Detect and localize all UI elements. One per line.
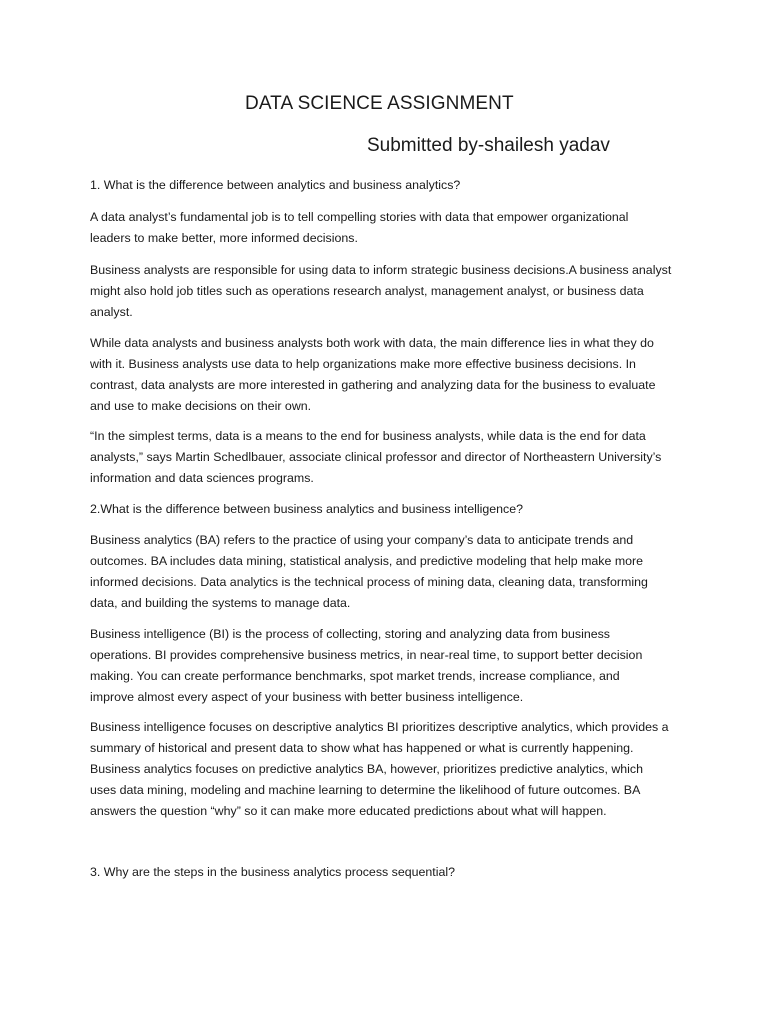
- paragraph-analyst-job: A data analyst’s fundamental job is to tell compelling stories with data that empower organizational leaders to make better, more informed decisions.: [90, 210, 629, 245]
- paragraph-main-difference: While data analysts and business analysts both work with data, the main difference lies in what they do with it. Business analysts use data to help organizations make more effective business decisions. In contrast, data analysts are more interested in gathering and analyzing data for the business to evaluate and use to make decisions on their own.: [90, 336, 656, 413]
- paragraph-bi-vs-ba: Business intelligence focuses on descriptive analytics BI prioritizes descriptive analytics, which provides a summary of historical and present data to show what has happened or what is currently happening. Business analytics focuses on predictive analytics BA, however, prioritizes predictive analytics, which uses data mining, modeling and machine learning to determine the likelihood of future outcomes. BA answers the question “why” so it can make more educated predictions about what will happen.: [90, 720, 669, 818]
- question-2: 2.What is the difference between business analytics and business intelligence?: [90, 502, 524, 516]
- paragraph-business-analytics: Business analytics (BA) refers to the practice of using your company’s data to anticipate trends and outcomes. BA includes data mining, statistical analysis, and predictive modeling that help make more informed decisions. Data analytics is the technical process of mining data, cleaning data, transforming data, and building the systems to manage data.: [90, 533, 648, 610]
- paragraph-business-analysts: Business analysts are responsible for using data to inform strategic business decisions.A business analyst might also hold job titles such as operations research analyst, management analyst, or business data analyst.: [90, 263, 672, 319]
- document-title: DATA SCIENCE ASSIGNMENT: [245, 93, 514, 114]
- paragraph-quote: “In the simplest terms, data is a means to the end for business analysts, while data is the end for data analysts,” says Martin Schedlbauer, associate clinical professor and director of Northeastern University’s information and data sciences programs.: [90, 429, 662, 485]
- question-1: 1. What is the difference between analytics and business analytics?: [90, 178, 461, 192]
- document-subtitle: Submitted by-shailesh yadav: [367, 135, 610, 156]
- paragraph-business-intelligence: Business intelligence (BI) is the process of collecting, storing and analyzing data from business operations. BI provides comprehensive business metrics, in near-real time, to support better decision making. You can create performance benchmarks, spot market trends, increase compliance, and improve almost every aspect of your business with better business intelligence.: [90, 627, 643, 704]
- question-3: 3. Why are the steps in the business analytics process sequential?: [90, 865, 456, 879]
